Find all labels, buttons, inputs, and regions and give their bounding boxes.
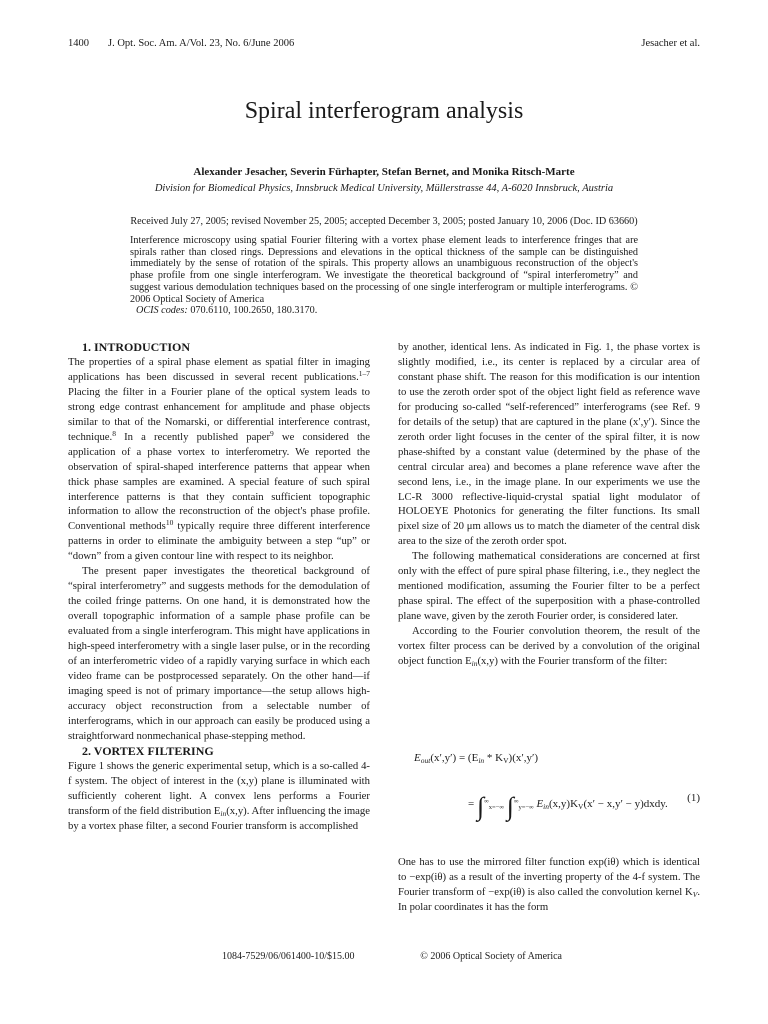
- integral-lower-limit: y=−∞: [518, 804, 534, 811]
- right-column-continued: [398, 855, 700, 915]
- vortex-paragraph-1: [68, 759, 370, 834]
- author-list: Alexander Jesacher, Severin Fürhapter, Stefan Bernet, and Monika Ritsch-Marte: [193, 166, 575, 178]
- eq-subscript: V: [503, 756, 509, 765]
- ocis-codes-line: [130, 305, 638, 317]
- right-paragraph-4: [398, 855, 700, 915]
- citation-ref: 1–7: [358, 368, 370, 378]
- author-affiliation: Division for Biomedical Physics, Innsbruck Medical University, Müllerstrasse 44, A-6020 Innsbruck, Austria: [154, 183, 614, 194]
- integral-lower-limit: x=−∞: [488, 804, 504, 811]
- running-authors: Jesacher et al.: [641, 38, 700, 49]
- intro-text-c: In a recently published paper: [115, 430, 271, 443]
- left-column: [68, 340, 370, 833]
- eq-text: )(x′,y′): [508, 752, 539, 764]
- equation-line-2: = $\int^\infty_{x=-\infty}$ $\int^\infty_{y=-\infty}$ $E_{in}(x,y)K_V(x' - x,y'$ − y)dxdy.: [468, 792, 668, 821]
- eq-subscript: in: [543, 802, 550, 811]
- right-text-c: One has to use the mirrored filter function exp(iθ) which is identical to −exp(iθ) as a result of the inverting property of the 4-f system. The Fourier transform of −exp(iθ) is also called the convolution kernel K: [398, 856, 700, 898]
- eq-text: * K: [484, 752, 504, 764]
- page-number: 1400: [68, 38, 89, 49]
- intro-text-a: The properties of a spiral phase element as spatial filter in imaging applications has been discussed in several recent publications.: [68, 355, 370, 383]
- right-text-b: (x,y) with the Fourier transform of the filter:: [477, 655, 668, 668]
- subscript: in: [471, 659, 478, 669]
- eq-symbol: E: [536, 798, 544, 810]
- right-text-d: . In polar coordinates it has the form: [398, 885, 700, 913]
- eq-text: (x,y)K: [549, 798, 579, 810]
- right-paragraph-2: The following mathematical considerations are concerned at first only with the effect of pure spiral phase filtering, i.e., they neglect the mentioned modification, assuming the Fourier filter to be a perfect phase spiral. The effect of the superposition with a phase-controlled plane wave, given by the zeroth Fourier order, is considered later.: [398, 550, 700, 623]
- received-dates: Received July 27, 2005; revised November 25, 2005; accepted December 3, 2005; posted January 10, 2006 (Doc. ID 63660): [130, 216, 638, 227]
- right-column: [398, 340, 700, 669]
- intro-text-e: typically require three different interference patterns in order to eliminate the ambiguity between a step “up” or “down” from a given contour line with respect to its neighbor.: [68, 520, 370, 563]
- right-paragraph-1: by another, identical lens. As indicated in Fig. 1, the phase vortex is slightly modified, i.e., its center is replaced by a circular area of constant phase shift. The reason for this modification is our intention to use the zeroth order spot of the object light field as reference wave for producing so-called “self-referenced” interferograms (see Ref. 9 for details of the setup) that are captured in the plane (x′,y′). Since the zeroth order light focuses in the center of the spiral filter, it is now phase-shifted by a constant value (determined by the phase of the central circular area) and becomes a plane reference wave after the second lens, i.e., in the image plane. In our experiments we use the LC-R 3000 reflective-liquid-crystal spatial light modulator of HOLOEYE Photonics for generating the filter functions. Its small pixel size of 20 μm allows us to match the diameter of the central disk area to the size of the zeroth order spot.: [398, 341, 700, 548]
- ocis-label: OCIS codes:: [136, 305, 188, 317]
- right-paragraph-3: [398, 624, 700, 669]
- integral-sign: ∫: [476, 792, 485, 821]
- subscript: in: [220, 808, 227, 818]
- eq-text: (x′ − x,y′ − y)dxdy.: [583, 798, 668, 810]
- intro-paragraph-1: [68, 355, 370, 564]
- eq-subscript: in: [478, 756, 485, 765]
- footer-copyright: © 2006 Optical Society of America: [420, 951, 562, 962]
- section-heading-vortex-filtering: 2. VORTEX FILTERING: [82, 743, 214, 758]
- equation-1: [398, 744, 700, 834]
- section-heading-introduction: 1. INTRODUCTION: [82, 340, 191, 354]
- article-title: Spiral interferogram analysis: [244, 98, 524, 124]
- vortex-text-a: Figure 1 shows the generic experimental setup, which is a so-called 4-f system. The object of interest in the (x,y) plane is illuminated with sufficiently coherent light. A convex lens performs a Fourier transform of the field distribution E: [68, 759, 370, 817]
- integral-upper-limit: ∞: [484, 798, 489, 805]
- intro-paragraph-2: The present paper investigates the theoretical background of “spiral interferometry” and suggests methods for the demodulation of the coiled fringe patterns. On one hand, it is demonstrated how the overall topographic information of a sample phase profile can be evaluated from a single interferogram. This might have applications in high-speed interferometry with a single laser pulse, or in the recording of an interferometric video of a rapidly varying surface in which each video frame can be postprocessed separately. On the other hand—if imaging speed is not of primary importance—the setup allows high-accuracy object reconstruction from a selectable number of interferograms, which in our approach can easily be produced using a straightforward nonmechanical phase-stepping method.: [68, 565, 370, 742]
- intro-text-b: Placing the filter in a Fourier plane of the optical system leads to strong edge contrast enhancement for amplitude and phase objects similar to that of the Nomarski, or differential interference contrast, technique.: [68, 385, 370, 443]
- eq-subscript: out: [420, 756, 431, 765]
- equation-number: (1): [687, 792, 700, 804]
- abstract: [130, 235, 638, 317]
- abstract-text: Interference microscopy using spatial Fourier filtering with a vortex phase element leads to interference fringes that are spirals rather than closed rings. Depressions and elevations in the optical thickness of the sample can be distinguished immediately by the sense of rotation of the spirals. This property allows an unambiguous reconstruction of the object's phase profile from one single interferogram. We investigate the theoretical background of “spiral interferometry” and suggest various demodulation techniques based on the processing of one single interferogram or multiple interferograms. © 2006 Optical Society of America: [130, 235, 638, 305]
- integral-upper-limit: ∞: [513, 798, 519, 805]
- subscript: V: [692, 889, 698, 899]
- eq-symbol: E: [414, 752, 421, 764]
- citation-ref: 9: [270, 428, 274, 438]
- equation-line-1: [414, 752, 538, 764]
- citation-ref: 8: [112, 428, 116, 438]
- integral-sign: ∫: [506, 792, 514, 821]
- running-head: [68, 38, 700, 49]
- eq-subscript: V: [578, 802, 584, 811]
- footer-code: 1084-7529/06/061400-10/$15.00: [222, 951, 355, 962]
- intro-text-d: we considered the application of a phase vortex to interferometry. We reported the observation of spiral-shaped interference patterns that appear when thick phase samples are examined. A special feature of such spiral interference patterns is that they contain sufficient topographic information to allow the reconstruction of the object's phase profile. Conventional methods: [68, 430, 371, 533]
- journal-citation: J. Opt. Soc. Am. A/Vol. 23, No. 6/June 2006: [108, 38, 295, 49]
- eq-text: (x′,y′) = (E: [430, 752, 479, 764]
- vortex-text-b: (x,y). After influencing the image by a vortex phase filter, a second Fourier transform is accomplished: [68, 804, 370, 832]
- page-footer: [222, 951, 562, 962]
- ocis-codes: 070.6110, 100.2650, 180.3170.: [190, 305, 318, 317]
- right-text-a: According to the Fourier convolution theorem, the result of the vortex filter process can be derived by a convolution of the original object function E: [398, 625, 700, 668]
- citation-ref: 10: [165, 518, 174, 528]
